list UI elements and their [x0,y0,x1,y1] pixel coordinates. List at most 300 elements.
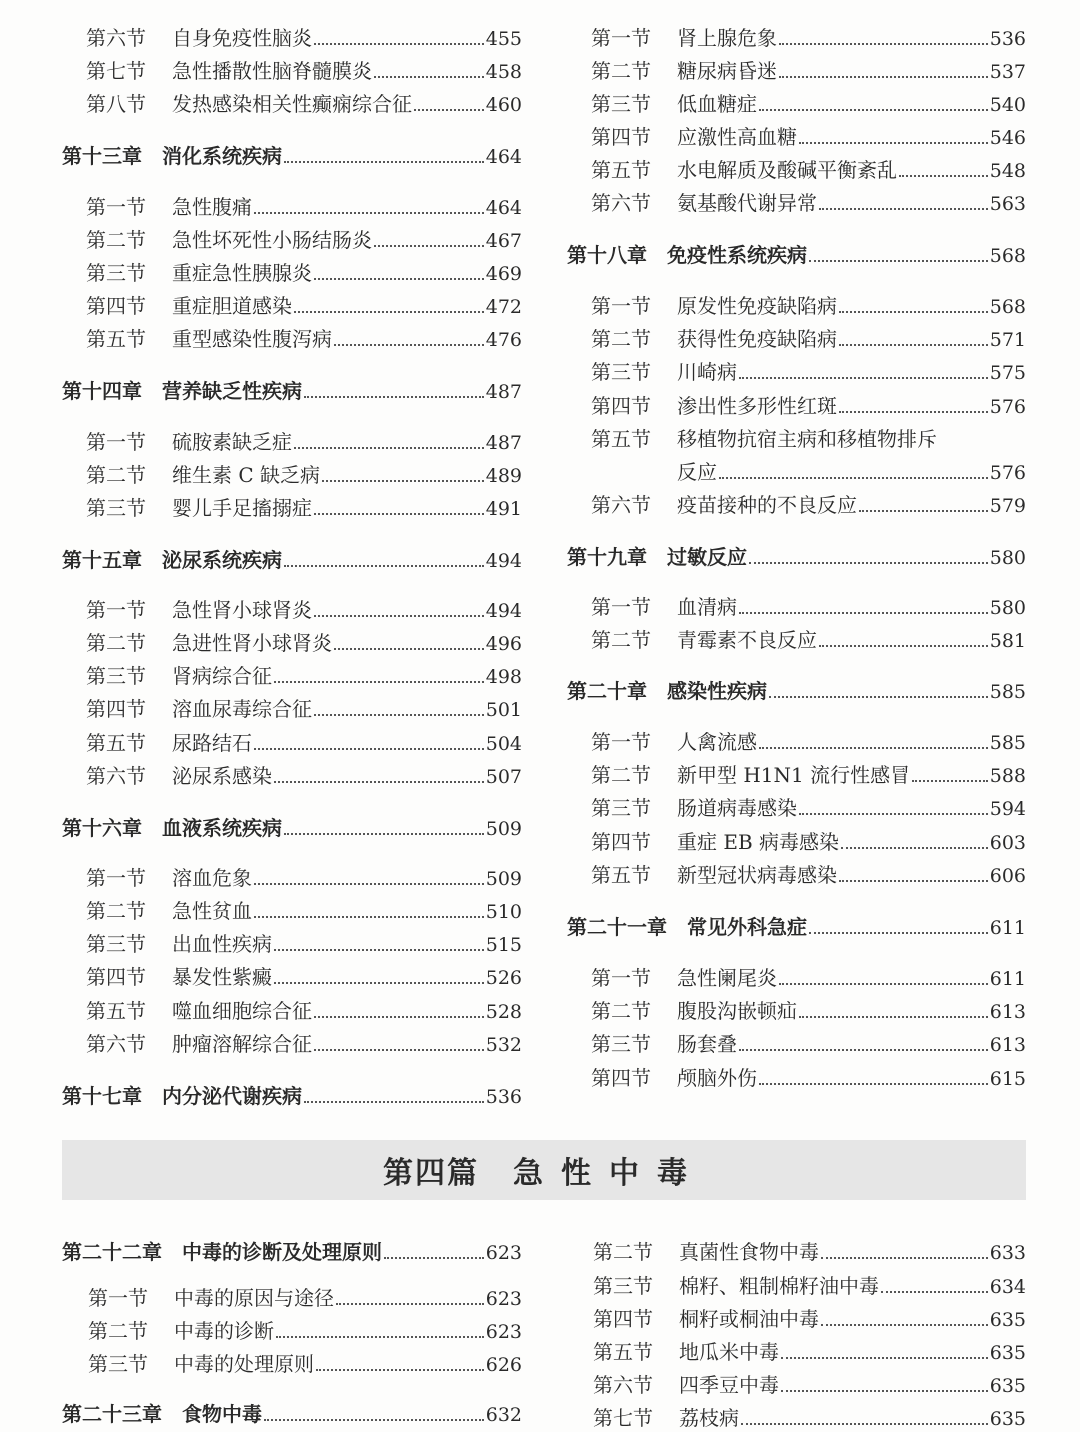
toc-section-entry[interactable] [86,224,522,254]
toc-section-entry[interactable] [86,693,522,723]
toc-section-entry[interactable] [86,961,522,991]
dot-leader [314,714,484,716]
dot-leader [841,847,988,849]
page-number: 455 [485,28,522,50]
section-number: 第五节 [86,731,146,755]
chapter-number: 第十三章 [62,144,142,168]
page-number: 613 [989,1034,1026,1056]
dot-leader [314,513,484,515]
toc-section-entry[interactable] [591,187,1026,217]
toc-section-entry[interactable] [88,1348,522,1378]
toc-chapter-entry[interactable] [567,911,1026,941]
toc-section-entry[interactable] [88,1282,522,1312]
toc-section-entry[interactable] [86,88,522,118]
section-number: 第一节 [86,598,146,622]
chapter-number: 第二十三章 [62,1402,162,1426]
chapter-title: 血液系统疾病 [162,816,282,840]
toc-section-entry[interactable] [591,356,1026,386]
toc-section-entry[interactable] [86,760,522,790]
page-number: 487 [485,381,522,403]
dot-leader [334,344,484,346]
toc-section-entry[interactable] [86,895,522,925]
section-number: 第六节 [86,764,146,788]
toc-chapter-entry[interactable] [62,1236,522,1266]
section-number: 第三节 [86,664,146,688]
dot-leader [334,648,484,650]
section-title: 氨基酸代谢异常 [677,191,817,215]
dot-leader [821,1257,988,1259]
dot-leader [739,1049,988,1051]
section-number: 第六节 [591,493,651,517]
section-title: 血清病 [677,595,737,619]
dot-leader [839,411,988,413]
part-banner [62,1140,1026,1200]
toc-section-entry[interactable] [591,423,1026,453]
chapter-title: 内分泌代谢疾病 [162,1084,302,1108]
toc-section-entry[interactable] [86,426,522,456]
toc-section-entry[interactable] [591,962,1026,992]
dot-leader [284,833,484,835]
section-title: 反应 [677,460,717,484]
page-number: 580 [989,547,1026,569]
section-title: 中毒的处理原则 [174,1352,314,1376]
section-title: 中毒的诊断 [174,1319,274,1343]
toc-section-entry[interactable] [86,290,522,320]
section-title: 地瓜米中毒 [679,1340,779,1364]
toc-section-entry[interactable] [591,290,1026,320]
toc-chapter-entry[interactable] [567,675,1026,705]
dot-leader [759,1083,988,1085]
section-title: 新甲型 H1N1 流行性感冒 [677,763,911,787]
toc-section-entry[interactable] [86,594,522,624]
toc-section-entry[interactable] [86,191,522,221]
section-title: 肿瘤溶解综合征 [172,1032,312,1056]
section-number: 第五节 [591,158,651,182]
section-number: 第一节 [591,294,651,318]
chapter-title: 营养缺乏性疾病 [162,379,302,403]
dot-leader [314,1016,484,1018]
dot-leader [314,278,484,280]
toc-section-entry[interactable] [591,390,1026,420]
toc-chapter-entry[interactable] [62,812,522,842]
dot-leader [749,562,988,564]
section-number: 第四节 [591,125,651,149]
page-number: 540 [989,94,1026,116]
toc-section-entry[interactable] [86,627,522,657]
section-title: 自身免疫性脑炎 [172,26,312,50]
toc-section-entry[interactable] [591,154,1026,184]
page-number: 613 [989,1001,1026,1023]
toc-section-entry[interactable] [86,22,522,52]
page-number: 458 [485,61,522,83]
dot-leader [314,1049,484,1051]
dot-leader [284,565,484,567]
page-number: 568 [989,245,1026,267]
section-title: 移植物抗宿主病和移植物排斥 [677,427,937,451]
section-title: 尿路结石 [172,731,252,755]
dot-leader [799,142,988,144]
section-title: 硫胺素缺乏症 [172,430,292,454]
page-number: 494 [485,600,522,622]
section-number: 第二节 [86,631,146,655]
dot-leader [374,76,484,78]
dot-leader [759,747,988,749]
chapter-number: 第十五章 [62,548,142,572]
section-number: 第五节 [86,327,146,351]
section-number: 第四节 [591,1066,651,1090]
section-title: 糖尿病昏迷 [677,59,777,83]
dot-leader [779,983,988,985]
page-number: 498 [485,666,522,688]
dot-leader [779,76,988,78]
section-number: 第三节 [86,496,146,520]
section-title: 肠道病毒感染 [677,796,797,820]
section-title: 泌尿系感染 [172,764,272,788]
section-title: 重症胆道感染 [172,294,292,318]
page-number: 469 [485,263,522,285]
section-title: 肾上腺危象 [677,26,777,50]
dot-leader [781,1390,988,1392]
page-number: 571 [989,329,1026,351]
section-number: 第二节 [86,463,146,487]
section-title: 肠套叠 [677,1032,737,1056]
page-number: 504 [485,733,522,755]
section-number: 第三节 [593,1274,653,1298]
section-number: 第三节 [88,1352,148,1376]
page-number: 509 [485,818,522,840]
toc-section-entry[interactable] [86,323,522,353]
section-number: 第一节 [591,595,651,619]
toc-section-entry[interactable] [591,121,1026,151]
section-number: 第四节 [86,697,146,721]
page-number: 635 [989,1342,1026,1364]
page-number: 532 [485,1034,522,1056]
dot-leader [799,1016,988,1018]
section-number: 第四节 [86,965,146,989]
page-number: 606 [989,865,1026,887]
section-title: 荔枝病 [679,1406,739,1430]
toc-section-entry[interactable] [593,1303,1026,1333]
chapter-number: 第十六章 [62,816,142,840]
toc-section-entry[interactable] [591,726,1026,756]
section-number: 第四节 [591,394,651,418]
page-number: 464 [485,197,522,219]
dot-leader [719,477,988,479]
page-number: 611 [989,917,1026,939]
chapter-title: 食物中毒 [182,1402,262,1426]
dot-leader [254,883,484,885]
toc-section-entry[interactable] [86,862,522,892]
toc-section-entry[interactable] [591,859,1026,889]
dot-leader [304,396,484,398]
page-number: 472 [485,296,522,318]
toc-section-entry[interactable] [86,492,522,522]
dot-leader [254,916,484,918]
section-number: 第七节 [86,59,146,83]
part-label: 第四篇 [383,1156,479,1191]
toc-section-entry[interactable] [591,323,1026,353]
section-number: 第一节 [86,866,146,890]
toc-section-entry[interactable] [593,1369,1026,1399]
toc-chapter-entry[interactable] [62,375,522,405]
page-number: 585 [989,732,1026,754]
section-title: 原发性免疫缺陷病 [677,294,837,318]
page-number: 509 [485,868,522,890]
chapter-title: 常见外科急症 [687,915,807,939]
dot-leader [336,1303,484,1305]
page-number: 536 [989,28,1026,50]
section-number: 第一节 [86,195,146,219]
page-number: 635 [989,1375,1026,1397]
page-number: 634 [989,1276,1026,1298]
page-number: 464 [485,146,522,168]
section-number: 第五节 [86,999,146,1023]
dot-leader [276,1336,484,1338]
section-title: 出血性疾病 [172,932,272,956]
page-number: 510 [485,901,522,923]
dot-leader [284,161,484,163]
dot-leader [274,681,484,683]
dot-leader [314,43,484,45]
dot-leader [414,109,484,111]
page-number: 515 [485,934,522,956]
section-number: 第五节 [593,1340,653,1364]
section-number: 第五节 [591,863,651,887]
dot-leader [264,1419,484,1421]
section-title: 急性贫血 [172,899,252,923]
dot-leader [912,780,988,782]
section-title: 噬血细胞综合征 [172,999,312,1023]
section-number: 第三节 [86,932,146,956]
chapter-number: 第二十二章 [62,1240,162,1264]
page-number: 563 [989,193,1026,215]
page-number: 489 [485,465,522,487]
dot-leader [819,208,988,210]
page-number: 537 [989,61,1026,83]
toc-section-entry[interactable] [591,624,1026,654]
toc-chapter-entry[interactable] [62,1398,522,1428]
page-number: 548 [989,160,1026,182]
section-number: 第二节 [86,228,146,252]
toc-section-entry[interactable] [591,456,1026,486]
section-number: 第八节 [86,92,146,116]
page-number: 635 [989,1309,1026,1331]
page-number: 633 [989,1242,1026,1264]
section-number: 第二节 [591,763,651,787]
dot-leader [741,1423,988,1425]
page-number: 460 [485,94,522,116]
section-title: 发热感染相关性癫痫综合征 [172,92,412,116]
section-title: 疫苗接种的不良反应 [677,493,857,517]
toc-section-entry[interactable] [591,826,1026,856]
dot-leader [739,377,988,379]
dot-leader [781,1357,988,1359]
dot-leader [839,880,988,882]
toc-chapter-entry[interactable] [567,541,1026,571]
page-number: 476 [485,329,522,351]
dot-leader [799,813,988,815]
section-title: 暴发性紫癜 [172,965,272,989]
dot-leader [314,615,484,617]
toc-section-entry[interactable] [591,22,1026,52]
section-number: 第二节 [593,1240,653,1264]
page-number: 594 [989,798,1026,820]
toc-section-entry[interactable] [86,727,522,757]
section-number: 第七节 [593,1406,653,1430]
section-number: 第三节 [591,796,651,820]
chapter-title: 过敏反应 [667,545,747,569]
section-number: 第二节 [591,59,651,83]
page-number: 611 [989,968,1026,990]
section-number: 第四节 [86,294,146,318]
dot-leader [739,612,988,614]
dot-leader [819,645,988,647]
section-title: 真菌性食物中毒 [679,1240,819,1264]
chapter-title: 免疫性系统疾病 [667,243,807,267]
chapter-number: 第二十一章 [567,915,667,939]
chapter-number: 第十八章 [567,243,647,267]
dot-leader [809,260,988,262]
section-number: 第五节 [591,427,651,451]
section-title: 急性肾小球肾炎 [172,598,312,622]
toc-section-entry[interactable] [593,1236,1026,1266]
page-number: 536 [485,1086,522,1108]
page-number: 494 [485,550,522,572]
section-title: 重症 EB 病毒感染 [677,830,840,854]
chapter-title: 中毒的诊断及处理原则 [182,1240,382,1264]
section-number: 第六节 [86,26,146,50]
toc-section-entry[interactable] [591,55,1026,85]
page-number: 491 [485,498,522,520]
page-number: 546 [989,127,1026,149]
page-number: 501 [485,699,522,721]
toc-section-entry[interactable] [86,928,522,958]
toc-section-entry[interactable] [591,792,1026,822]
section-title: 获得性免疫缺陷病 [677,327,837,351]
toc-section-entry[interactable] [593,1336,1026,1366]
chapter-title: 感染性疾病 [667,679,767,703]
dot-leader [779,43,988,45]
dot-leader [859,510,988,512]
chapter-number: 第十七章 [62,1084,142,1108]
dot-leader [821,1324,988,1326]
section-title: 肾病综合征 [172,664,272,688]
section-title: 溶血尿毒综合征 [172,697,312,721]
dot-leader [322,480,484,482]
toc-section-entry[interactable] [591,1028,1026,1058]
page-number: 623 [485,1288,522,1310]
section-number: 第三节 [591,1032,651,1056]
page-number: 526 [485,967,522,989]
page-number: 579 [989,495,1026,517]
section-title: 水电解质及酸碱平衡紊乱 [677,158,897,182]
section-number: 第三节 [591,92,651,116]
section-title: 人禽流感 [677,730,757,754]
section-title: 四季豆中毒 [679,1373,779,1397]
dot-leader [254,212,484,214]
section-number: 第二节 [86,899,146,923]
dot-leader [304,1101,484,1103]
page-number: 487 [485,432,522,454]
page-number: 588 [989,765,1026,787]
section-number: 第三节 [86,261,146,285]
dot-leader [316,1369,484,1371]
dot-leader [899,175,988,177]
toc-section-entry[interactable] [591,759,1026,789]
toc-section-entry[interactable] [88,1315,522,1345]
dot-leader [274,982,484,984]
section-title: 桐籽或桐油中毒 [679,1307,819,1331]
toc-section-entry[interactable] [591,88,1026,118]
page-number: 467 [485,230,522,252]
section-number: 第六节 [591,191,651,215]
dot-leader [294,311,484,313]
section-title: 急性阑尾炎 [677,966,777,990]
dot-leader [809,932,988,934]
dot-leader [254,748,484,750]
section-title: 腹股沟嵌顿疝 [677,999,797,1023]
toc-section-entry[interactable] [86,55,522,85]
toc-section-entry[interactable] [86,459,522,489]
toc-section-entry[interactable] [593,1402,1026,1432]
chapter-title: 消化系统疾病 [162,144,282,168]
section-number: 第一节 [591,966,651,990]
dot-leader [759,109,988,111]
toc-section-entry[interactable] [591,591,1026,621]
toc-section-entry[interactable] [593,1270,1026,1300]
dot-leader [839,344,988,346]
toc-section-entry[interactable] [86,995,522,1025]
toc-chapter-entry[interactable] [62,544,522,574]
toc-section-entry[interactable] [86,660,522,690]
toc-chapter-entry[interactable] [62,1080,522,1110]
dot-leader [384,1257,484,1259]
toc-section-entry[interactable] [591,489,1026,519]
section-title: 中毒的原因与途径 [174,1286,334,1310]
section-title: 青霉素不良反应 [677,628,817,652]
section-number: 第四节 [593,1307,653,1331]
chapter-title: 泌尿系统疾病 [162,548,282,572]
section-title: 重症急性胰腺炎 [172,261,312,285]
page-number: 576 [989,396,1026,418]
chapter-number: 第十四章 [62,379,142,403]
section-title: 溶血危象 [172,866,252,890]
page-number: 626 [485,1354,522,1376]
page-number: 581 [989,630,1026,652]
toc-section-entry[interactable] [591,1062,1026,1092]
dot-leader [274,781,484,783]
section-title: 维生素 C 缺乏病 [172,463,321,487]
section-title: 川崎病 [677,360,737,384]
toc-chapter-entry[interactable] [62,140,522,170]
page-number: 507 [485,766,522,788]
part-title: 急性中毒 [513,1156,705,1191]
section-number: 第一节 [88,1286,148,1310]
section-number: 第二节 [591,327,651,351]
section-number: 第二节 [591,999,651,1023]
section-title: 婴儿手足搐搦症 [172,496,312,520]
page-number: 635 [989,1408,1026,1430]
dot-leader [274,949,484,951]
section-number: 第三节 [591,360,651,384]
toc-section-entry[interactable] [86,1028,522,1058]
toc-section-entry[interactable] [591,995,1026,1025]
section-number: 第一节 [591,26,651,50]
section-number: 第四节 [591,830,651,854]
toc-section-entry[interactable] [86,257,522,287]
toc-chapter-entry[interactable] [567,239,1026,269]
section-number: 第二节 [88,1319,148,1343]
